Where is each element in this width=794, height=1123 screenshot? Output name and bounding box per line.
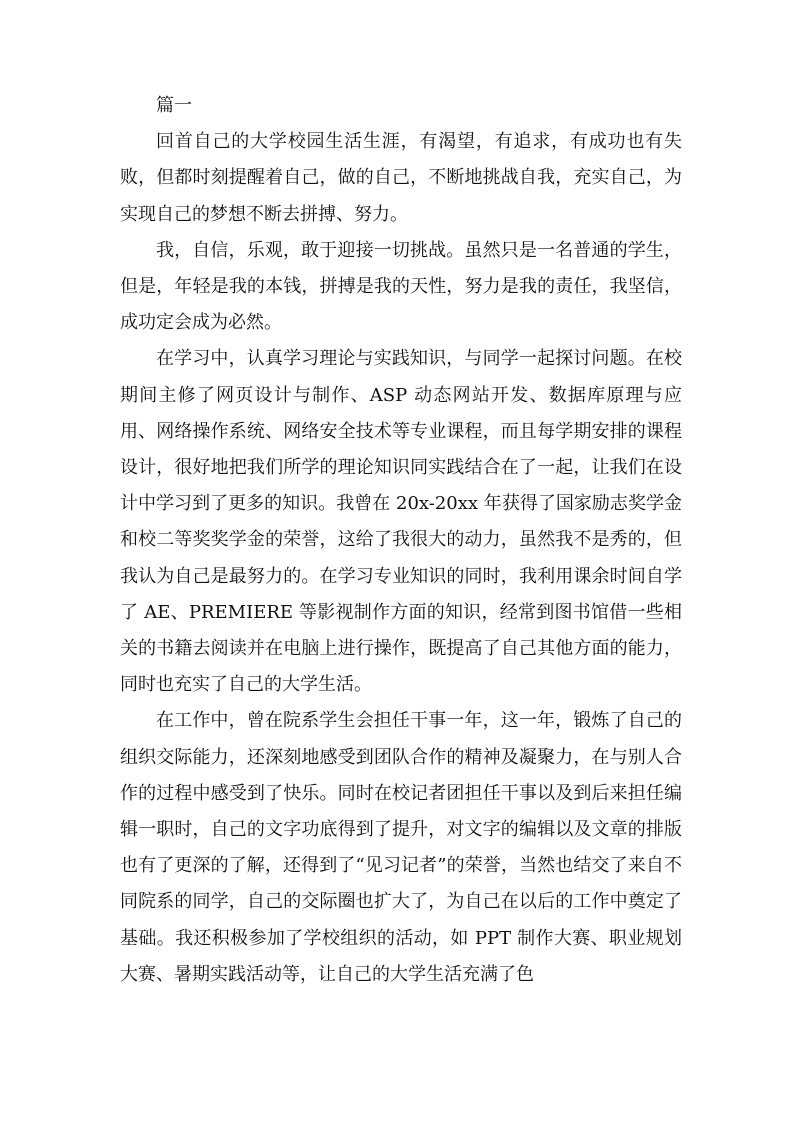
paragraph-reflection: 回首自己的大学校园生活生涯，有渴望，有追求，有成功也有失败，但都时刻提醒着自己，做的自己，不断地挑战自我，充实自己，为实现自己的梦想不断去拼搏、努力。 (120, 131, 682, 225)
section-heading: 篇一 (156, 95, 192, 116)
paragraph-confidence: 我，自信，乐观，敢于迎接一切挑战。虽然只是一名普通的学生，但是，年轻是我的本钱，拼搏是我的天性，努力是我的责任，我坚信，成功定会成为必然。 (120, 239, 682, 334)
paragraph-work: 在工作中，曾在院系学生会担任干事一年，这一年，锻炼了自己的组织交际能力，还深刻地感受到团队合作的精神及凝聚力，在与别人合作的过程中感受到了快乐。同时在校记者团担任干事以及到后来担任编辑一职时，自己的文字功底得到了提升，对文字的编辑以及文章的排版也有了更深的了解，还得到了“见习记者”的荣誉，当然也结交了来自不同院系的同学，自己的交际圈也扩大了，为自己在以后的工作中奠定了基础。我还积极参加了学校组织的活动，如 PPT 制作大赛、职业规划大赛、暑期实践活动等，让自己的大学生活充满了色 (120, 710, 682, 985)
document-body (120, 88, 682, 993)
paragraph-study: 在学习中，认真学习理论与实践知识，与同学一起探讨问题。在校期间主修了网页设计与制作、ASP 动态网站开发、数据库原理与应用、网络操作系统、网络安全技术等专业课程，而且每学期安排的课程设计，很好地把我们所学的理论知识同实践结合在了一起，让我们在设计中学习到了更多的知识。我曾在 20x-20xx 年获得了国家励志奖学金和校二等奖奖学金的荣誉，这给了我很大的动力，虽然我不是秀的，但我认为自己是最努力的。在学习专业知识的同时，我利用课余时间自学了 AE、PREMIERE 等影视制作方面的知识，经常到图书馆借一些相关的书籍去阅读并在电脑上进行操作，既提高了自己其他方面的能力，同时也充实了自己的大学生活。 (120, 348, 682, 696)
